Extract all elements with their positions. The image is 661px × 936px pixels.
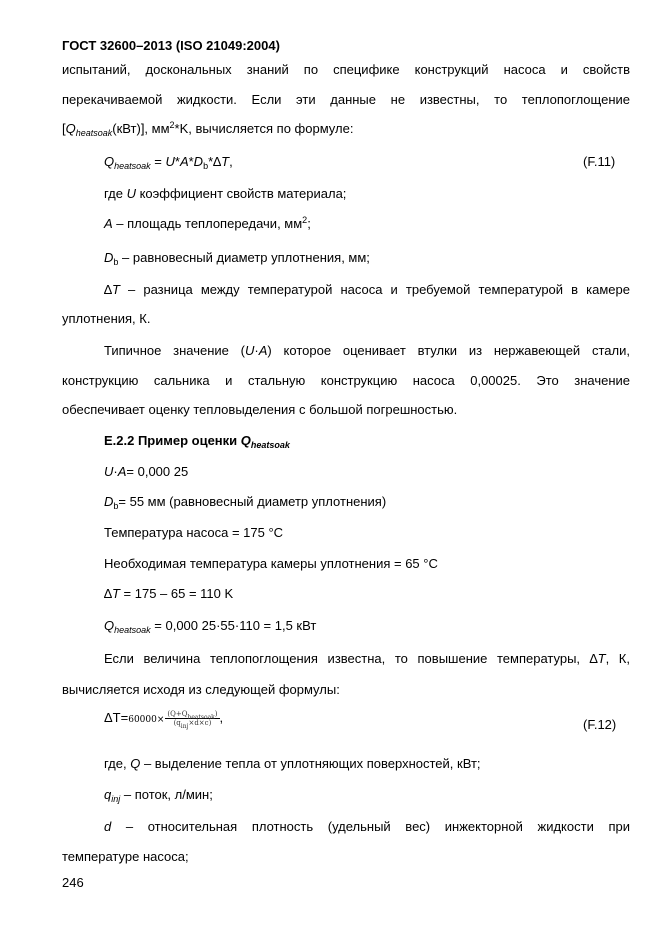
document-header: ГОСТ 32600–2013 (ISO 21049:2004) — [62, 38, 280, 53]
example-chamber-temp: Необходимая температура камеры уплотнения = 65 °C — [104, 556, 438, 571]
paragraph-line: температуре насоса; — [62, 849, 189, 864]
formula-number: (F.11) — [583, 154, 616, 169]
paragraph-line: $[Q_{heatsoak}(кВт)]$, $мм^2*K$, вычисляется по формуле: — [62, 120, 354, 138]
paragraph-line: Если величина теплопоглощения известна, то повышение температуры, ∆T, К, — [104, 651, 630, 666]
formula-f11: $Q_{heatsoak} = U*A*D_b*\Delta T$, — [104, 154, 233, 171]
definition-q: где, Q – выделение тепла от уплотняющих поверхностей, кВт; — [104, 756, 481, 771]
example-pump-temp: Температура насоса = 175 °C — [104, 525, 284, 540]
definition-d: d – относительная плотность (удельный вес) инжекторной жидкости при — [104, 819, 630, 834]
example-delta-t: ∆T = 175 – 65 = 110 K — [104, 586, 234, 601]
section-heading: Е.2.2 Пример оценки $Q_{heatsoak}$ — [104, 433, 290, 450]
paragraph-line: вычисляется исходя из следующей формулы: — [62, 682, 340, 697]
definition-qinj: $q_{inj}$ – поток, л/мин; — [104, 787, 213, 804]
example-ua: U·A= 0,000 25 — [104, 464, 189, 479]
page-number: 246 — [62, 875, 84, 890]
definition-db: $D_b$ – равновесный диаметр уплотнения, мм; — [104, 250, 370, 267]
paragraph-line: перекачиваемой жидкости. Если эти данные не известны, то теплопоглощение — [62, 92, 630, 107]
definition-u: где U коэффициент свойств материала; — [104, 186, 347, 201]
paragraph-line: конструкцию сальника и стальную конструкцию насоса 0,00025. Это значение — [62, 373, 630, 388]
formula-fraction: $\frac{(Q+Q_{heatsoak})}{(q_{inj}\times d\times c)}$ — [167, 710, 218, 731]
example-db: $D_b= 55$ мм (равновесный диаметр уплотнения) — [104, 494, 387, 511]
example-q: $Q_{heatsoak} = 0,000$ 25·55·110 = 1,5 кВт — [104, 618, 317, 635]
paragraph-line: Типичное значение (U·A) которое оценивает втулки из нержавеющей стали, — [104, 343, 630, 358]
formula-f12: ΔT=60000× $\frac{(Q+Q_{heatsoak})}{(q_{inj}\times d\times c)}$ , — [104, 710, 224, 731]
definition-dt: ∆T – разница между температурой насоса и требуемой температурой в камере — [104, 282, 630, 297]
formula-number: (F.12) — [583, 717, 617, 732]
definition-a: A – площадь теплопередачи, $мм^2$; — [104, 215, 311, 231]
paragraph-line: обеспечивает оценку тепловыделения с большой погрешностью. — [62, 402, 458, 417]
paragraph-line: испытаний, доскональных знаний по специфике конструкций насоса и свойств — [62, 62, 630, 77]
paragraph-line: уплотнения, К. — [62, 311, 151, 326]
